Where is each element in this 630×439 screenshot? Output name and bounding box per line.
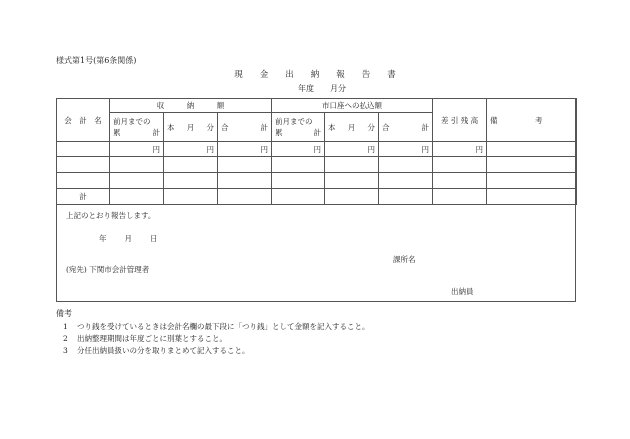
report-statement: 上記のとおり報告します。	[66, 211, 156, 220]
form-number: 様式第1号(第6条関係)	[56, 56, 137, 65]
receipts-total-header: 合 計	[218, 113, 272, 142]
note-item: 1 つり銭を受けているときは会計名欄の最下段に「つり銭」として金額を記入すること。	[63, 322, 370, 331]
receipts-this-month-header: 本 月 分	[164, 113, 218, 142]
balance-header: 差 引 残 高	[433, 99, 487, 142]
fiscal-period: 年度 月分	[298, 84, 346, 93]
account-name-header: 会 計 名	[57, 99, 110, 142]
cashier-label: 出納員	[451, 287, 474, 296]
table-row	[57, 173, 577, 189]
receipts-header: 収 納 額	[110, 99, 272, 113]
yen-cell[interactable]: 円	[272, 142, 325, 157]
yen-cell[interactable]: 円	[110, 142, 164, 157]
note-item: 2 出納整理期間は年度ごとに別葉とすること。	[63, 334, 227, 343]
yen-cell[interactable]: 円	[325, 142, 379, 157]
date-year-label: 年	[99, 234, 107, 243]
date-month-label: 月	[124, 234, 132, 243]
yen-cell[interactable]: 円	[433, 142, 487, 157]
notes-heading: 備考	[56, 309, 72, 318]
report-table	[56, 98, 577, 205]
remarks-header	[487, 99, 577, 142]
transfer-total-header: 合 計	[379, 113, 433, 142]
addressee: (宛先) 下関市会計管理者	[66, 265, 150, 274]
note-item: 3 分任出納員扱いの分を取りまとめて記入すること。	[63, 346, 250, 355]
yen-cell[interactable]: 円	[379, 142, 433, 157]
transfer-header: 市口座への払込額	[272, 99, 433, 113]
remarks-header-text: 備 考	[490, 115, 543, 125]
yen-cell[interactable]: 円	[218, 142, 272, 157]
receipts-cumulative-header: 前月までの 累 計	[110, 113, 164, 142]
transfer-this-month-header: 本 月 分	[325, 113, 379, 142]
yen-cell[interactable]: 円	[164, 142, 218, 157]
remarks-cell[interactable]	[487, 142, 577, 157]
document-title: 現 金 出 納 報 告 書	[234, 70, 396, 80]
section-name-label: 課所名	[393, 255, 416, 264]
total-label: 計	[57, 189, 110, 205]
account-cell[interactable]	[57, 142, 110, 157]
header-row-1	[57, 99, 577, 113]
date-line	[99, 235, 158, 243]
table-row	[57, 142, 577, 157]
table-row	[57, 157, 577, 173]
total-row	[57, 189, 577, 205]
transfer-cumulative-header: 前月までの 累 計	[272, 113, 325, 142]
date-day-label: 日	[150, 234, 158, 243]
